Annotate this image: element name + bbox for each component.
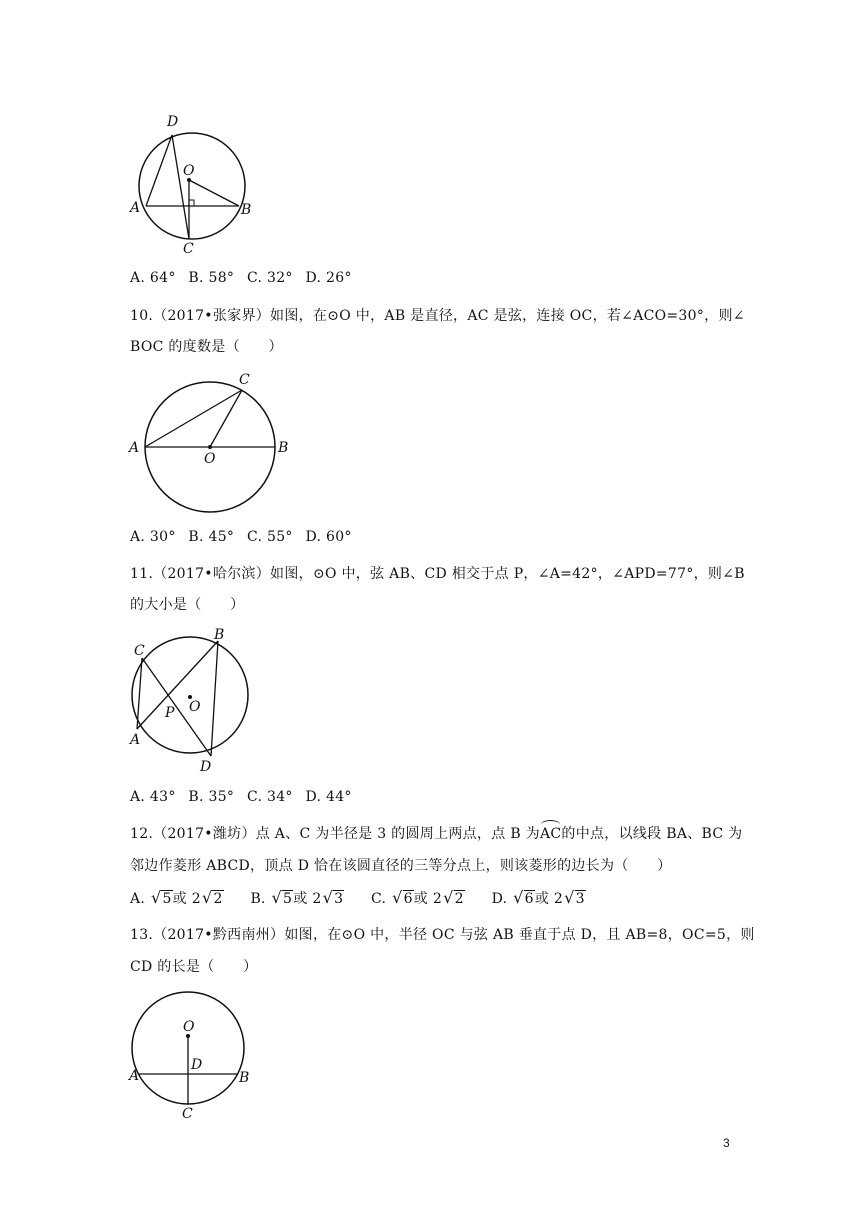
q12-text-part1: 12.（2017•潍坊）点 A、C 为半径是 3 的圆周上两点，点 B 为 [130,826,540,842]
label-o: O [183,1019,195,1035]
label-d: D [167,114,179,130]
question-10-line1: 10.（2017•张家界）如图，在⊙O 中，AB 是直径，AC 是弦，连接 OC，若∠ACO=30°，则∠ [130,308,745,324]
sqrt-expr: √6 [392,888,413,907]
figure-q13 [125,988,265,1120]
option-a: A. 30° [130,529,176,545]
sqrt-expr: √2 [443,888,464,907]
options-q10 [130,527,360,547]
question-10-line2: BOC 的度数是（ ） [130,339,283,355]
figure-q9 [125,108,265,257]
chord-ac [145,390,242,447]
arc-ac-symbol: AC [539,826,562,842]
sqrt-expr: √3 [322,888,344,907]
figure-q10 [125,365,300,525]
sqrt-expr: √6 [513,888,534,907]
label-b: B [239,1070,250,1086]
circle-diagram-q10 [125,365,300,525]
label-c: C [239,372,250,388]
segment-dc [172,135,189,239]
label-o: O [204,451,216,467]
label-c: C [134,643,145,659]
option-d: D. 26° [305,270,352,286]
label-a: A [130,200,141,216]
option-c: C. 55° [246,529,293,545]
sqrt-expr: √5 [271,888,293,907]
option-a: A. 43° [130,789,176,805]
segment-da [146,135,172,206]
label-b: B [241,202,252,218]
label-d: D [200,759,212,775]
segment-oc [210,390,242,447]
label-a: A [130,732,141,748]
page-number: 3 [723,1136,730,1150]
circle-diagram-q9 [125,108,265,257]
option-d: D. 44° [305,789,352,805]
segment-ob [189,180,239,206]
option-b: B. 58° [188,270,235,286]
question-12-line1 [130,824,742,844]
segment-bd [211,641,218,756]
option-b: B. 35° [188,789,235,805]
question-13-line2: CD 的长是（ ） [130,959,258,975]
sqrt-expr: √2 [201,888,223,907]
option-c: C. √6或 2√2 [371,888,464,907]
label-d: D [191,1057,203,1073]
option-b: B. √5或 2√3 [250,888,344,907]
center-dot [208,445,212,449]
option-a: A. 64° [130,270,176,286]
option-a: A. √5或 2√2 [130,888,223,907]
label-b: B [214,627,225,643]
circle-diagram-q11 [125,625,265,775]
option-d: D. √6或 2√3 [491,888,585,907]
label-a: A [129,440,140,456]
label-c: C [182,1106,193,1122]
chord-cd [142,658,211,756]
right-angle-mark [189,200,194,206]
figure-q11 [125,625,265,775]
label-p: P [165,705,175,721]
label-c: C [183,241,194,257]
circle-diagram-q13 [125,988,265,1120]
question-13-line1: 13.（2017•黔西南州）如图，在⊙O 中，半径 OC 与弦 AB 垂直于点 D，且 AB=8，OC=5，则 [130,927,755,943]
label-a: A [129,1068,140,1084]
option-c: C. 34° [246,789,293,805]
option-b: B. 45° [188,529,235,545]
options-q9 [130,268,360,288]
label-b: B [278,440,289,456]
options-q11 [130,787,360,807]
sqrt-expr: √5 [150,888,172,907]
q12-text-part2: 的中点，以线段 BA、BC 为 [561,826,743,842]
label-o: O [183,163,195,179]
question-11-line1: 11.（2017•哈尔滨）如图，⊙O 中，弦 AB、CD 相交于点 P，∠A=42°，∠APD=77°，则∠B [130,566,745,582]
option-c: C. 32° [246,270,293,286]
option-d: D. 60° [305,529,352,545]
sqrt-expr: √3 [564,888,585,907]
question-11-line2: 的大小是（ ） [130,597,245,613]
circle [139,133,245,239]
label-o: O [189,699,201,715]
options-q12 [130,888,586,909]
question-12-line2: 邻边作菱形 ABCD，顶点 D 恰在该圆直径的三等分点上，则该菱形的边长为（ ） [130,858,672,874]
